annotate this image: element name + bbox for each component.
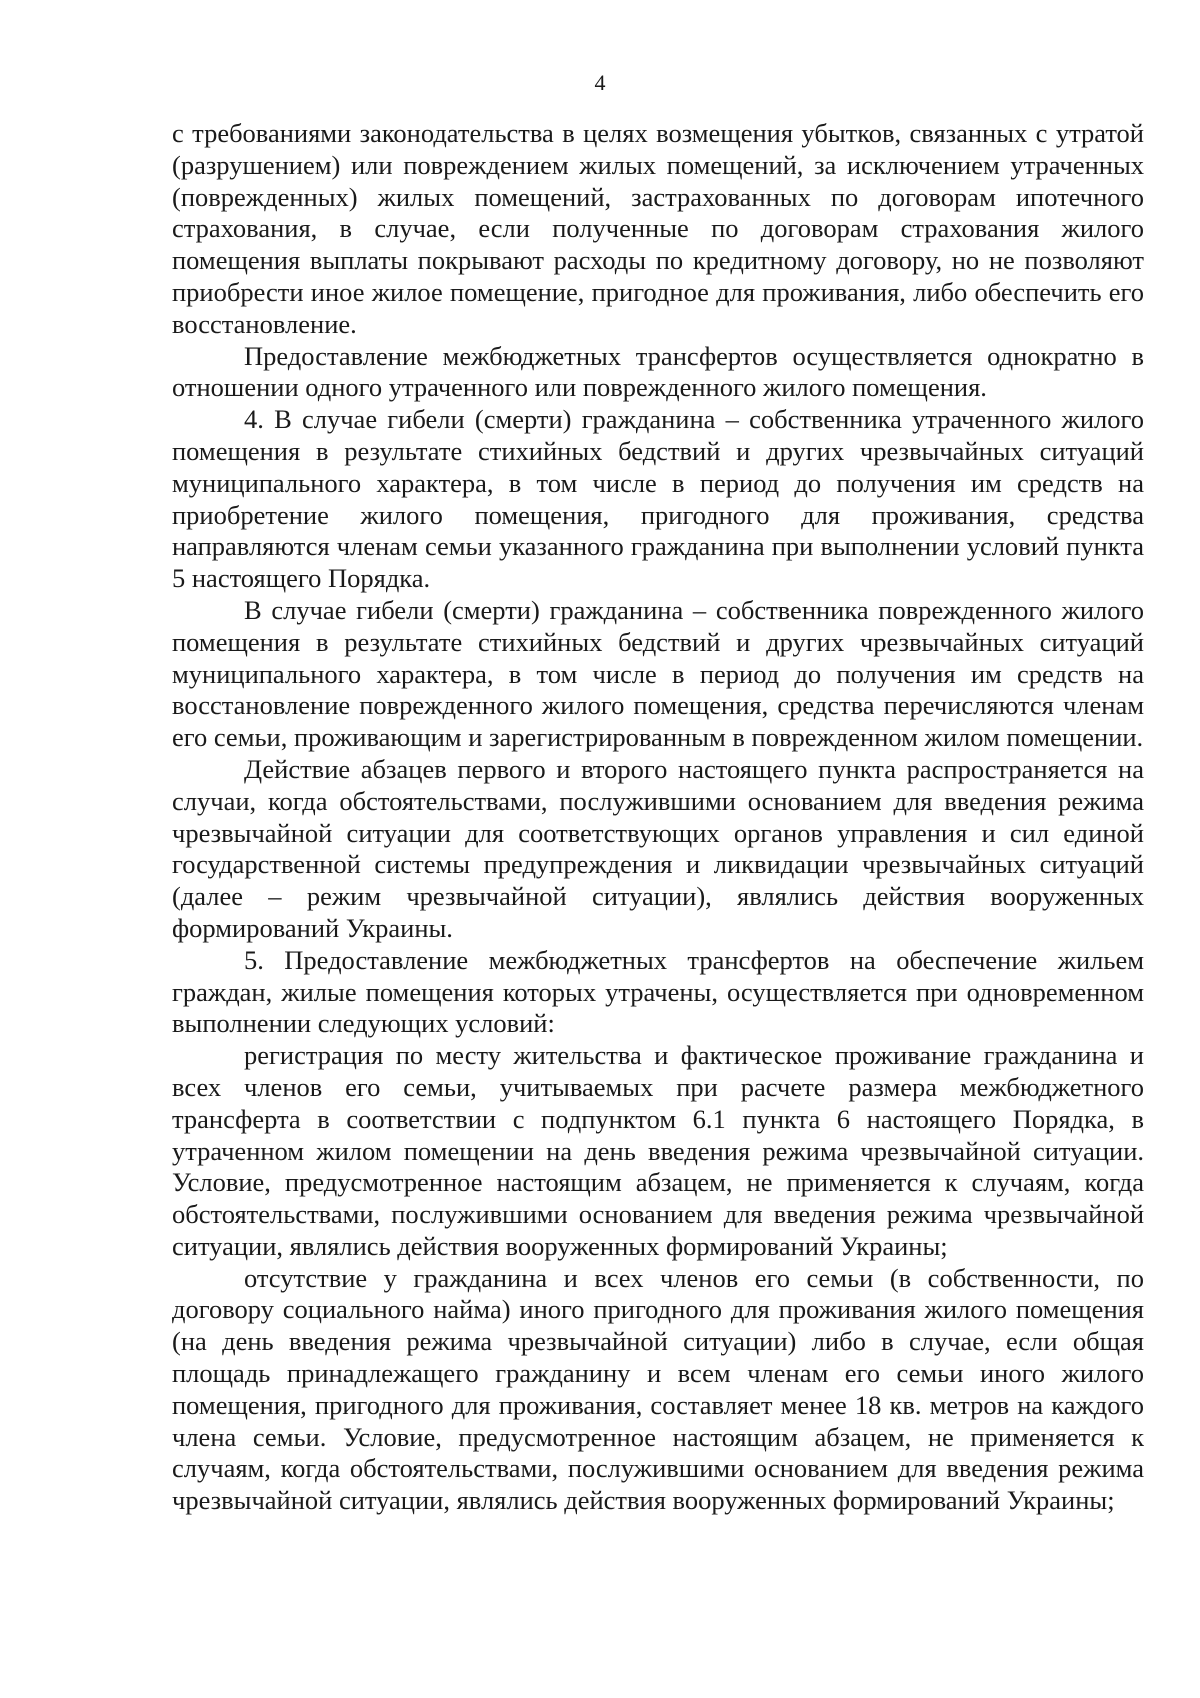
paragraph-condition-no-housing: отсутствие у гражданина и всех членов его семьи (в собственности, по договору социального найма) иного пригодного для проживания жилого помещения (на день введения режима чрезвычайной ситуации) либо в случае, если общая площадь принадлежащего гражданину и всем членам его семьи иного жилого помещения, пригодного для проживания, составляет менее 18 кв. метров на каждого члена семьи. Условие, предусмотренное настоящим абзацем, не применяется к случаям, когда обстоятельствами, послужившими основанием для введения режима чрезвычайной ситуации, являлись действия вооруженных формирований Украины; — [172, 1262, 1144, 1516]
paragraph-item-5: 5. Предоставление межбюджетных трансфертов на обеспечение жильем граждан, жилые помещения которых утрачены, осуществляется при одновременном выполнении следующих условий: — [172, 944, 1144, 1039]
paragraph-condition-registration: регистрация по месту жительства и фактическое проживание гражданина и всех членов его семьи, учитываемых при расчете размера межбюджетного трансферта в соответствии с подпунктом 6.1 пункта 6 настоящего Порядка, в утраченном жилом помещении на день введения режима чрезвычайной ситуации. Условие, предусмотренное настоящим абзацем, не применяется к случаям, когда обстоятельствами, послужившими основанием для введения режима чрезвычайной ситуации, являлись действия вооруженных формирований Украины; — [172, 1040, 1144, 1261]
document-body — [172, 118, 1144, 1517]
paragraph-transfer-once: Предоставление межбюджетных трансфертов осуществляется однократно в отношении одного утраченного или поврежденного жилого помещения. — [172, 340, 1144, 403]
paragraph-item-4-scope: Действие абзацев первого и второго настоящего пункта распространяется на случаи, когда обстоятельствами, послужившими основанием для введения режима чрезвычайной ситуации для соответствующих органов управления и сил единой государственной системы предупреждения и ликвидации чрезвычайных ситуаций (далее – режим чрезвычайной ситуации), являлись действия вооруженных формирований Украины. — [172, 753, 1144, 943]
page-number: 4 — [594, 70, 606, 95]
paragraph-item-4-damaged: В случае гибели (смерти) гражданина – собственника поврежденного жилого помещения в результате стихийных бедствий и других чрезвычайных ситуаций муниципального характера, в том числе в период до получения им средств на восстановление поврежденного жилого помещения, средства перечисляются членам его семьи, проживающим и зарегистрированным в поврежденном жилом помещении. — [172, 594, 1144, 753]
paragraph-continuation: с требованиями законодательства в целях возмещения убытков, связанных с утратой (разрушением) или повреждением жилых помещений, за исключением утраченных (поврежденных) жилых помещений, застрахованных по договорам ипотечного страхования, в случае, если полученные по договорам страхования жилого помещения выплаты покрывают расходы по кредитному договору, но не позволяют приобрести иное жилое помещение, пригодное для проживания, либо обеспечить его восстановление. — [172, 118, 1144, 339]
paragraph-item-4: 4. В случае гибели (смерти) гражданина – собственника утраченного жилого помещения в результате стихийных бедствий и других чрезвычайных ситуаций муниципального характера, в том числе в период до получения им средств на приобретение жилого помещения, пригодного для проживания, средства направляются членам семьи указанного гражданина при выполнении условий пункта 5 настоящего Порядка. — [172, 404, 1144, 594]
